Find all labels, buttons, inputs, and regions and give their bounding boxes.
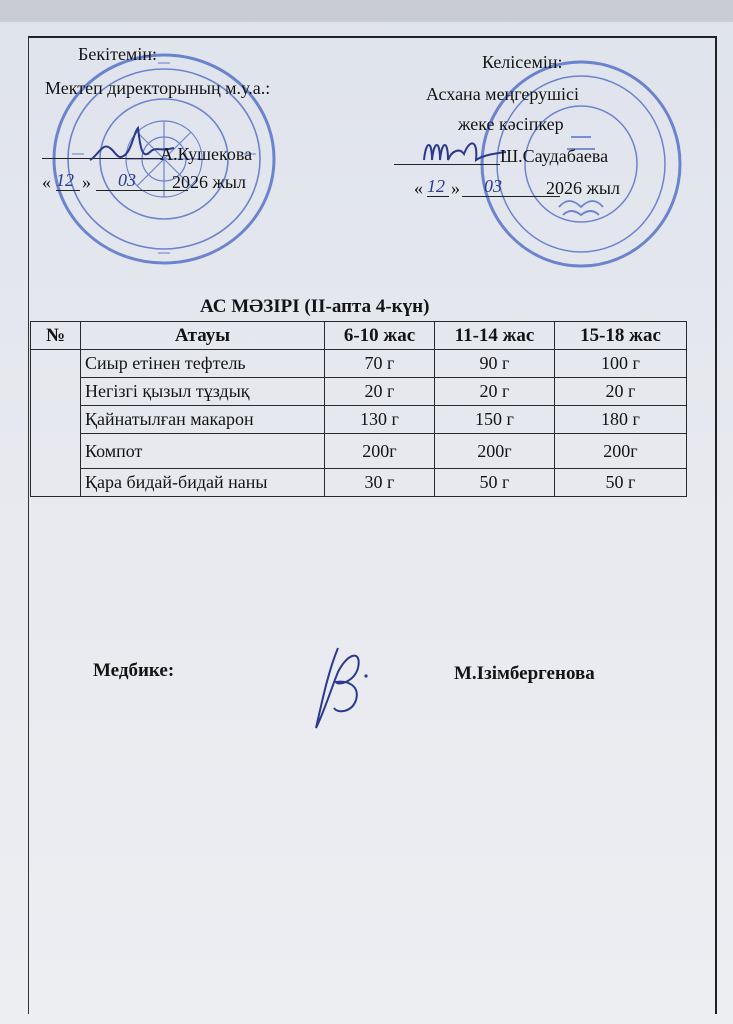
portion-6-10: 30 г bbox=[325, 469, 435, 497]
table-header-row bbox=[31, 322, 687, 350]
portion-6-10: 20 г bbox=[325, 378, 435, 406]
agree-label: Келісемін: bbox=[482, 52, 563, 72]
col-age-11-14: 11-14 жас bbox=[435, 322, 555, 350]
col-number: № bbox=[31, 322, 81, 350]
date-year-right: 2026 жыл bbox=[546, 178, 621, 198]
portion-11-14: 150 г bbox=[435, 406, 555, 434]
dish-name: Негізгі қызыл тұздық bbox=[81, 378, 325, 406]
dish-name: Компот bbox=[81, 434, 325, 469]
date-day-right: 12 bbox=[427, 176, 449, 197]
canteen-position: Асхана меңгерушісі bbox=[426, 84, 579, 104]
portion-11-14: 90 г bbox=[435, 350, 555, 378]
portion-15-18: 200г bbox=[555, 434, 687, 469]
date-day-left: 12 bbox=[56, 170, 80, 191]
date-month-right: 03 bbox=[462, 176, 560, 197]
portion-15-18: 50 г bbox=[555, 469, 687, 497]
paper-edge bbox=[0, 0, 733, 22]
canteen-head-name: Ш.Саудабаева bbox=[500, 146, 609, 166]
director-position: Мектеп директорының м.у.а.: bbox=[45, 78, 271, 98]
col-age-6-10: 6-10 жас bbox=[325, 322, 435, 350]
col-name: Атауы bbox=[81, 322, 325, 350]
dish-name: Қара бидай-бидай наны bbox=[81, 469, 325, 497]
nurse-signature bbox=[308, 642, 378, 734]
row-number-cell bbox=[31, 350, 81, 497]
portion-6-10: 70 г bbox=[325, 350, 435, 378]
approve-label: Бекітемін: bbox=[78, 44, 157, 64]
menu-title: АС МӘЗІРІ (ІІ-апта 4-күн) bbox=[200, 296, 430, 317]
dish-name: Сиыр етінен тефтель bbox=[81, 350, 325, 378]
portion-15-18: 100 г bbox=[555, 350, 687, 378]
portion-11-14: 20 г bbox=[435, 378, 555, 406]
canteen-signature bbox=[420, 130, 510, 176]
date-open-quote-left: « bbox=[42, 172, 51, 192]
table-row bbox=[31, 469, 687, 497]
menu-table bbox=[30, 321, 687, 497]
date-month-left: 03 bbox=[96, 170, 188, 191]
nurse-name: М.Ізімбергенова bbox=[454, 663, 595, 684]
entrepreneur-label: жеке кәсіпкер bbox=[458, 114, 564, 134]
table-row bbox=[31, 434, 687, 469]
nurse-label: Медбике: bbox=[93, 660, 175, 681]
col-age-15-18: 15-18 жас bbox=[555, 322, 687, 350]
portion-15-18: 20 г bbox=[555, 378, 687, 406]
portion-6-10: 200г bbox=[325, 434, 435, 469]
date-close-quote-right: » bbox=[451, 178, 460, 198]
portion-11-14: 200г bbox=[435, 434, 555, 469]
date-open-quote-right: « bbox=[414, 178, 423, 198]
portion-6-10: 130 г bbox=[325, 406, 435, 434]
director-name: А.Кушекова bbox=[160, 144, 253, 164]
date-close-quote-left: » bbox=[82, 172, 91, 192]
table-row bbox=[31, 378, 687, 406]
dish-name: Қайнатылған макарон bbox=[81, 406, 325, 434]
portion-11-14: 50 г bbox=[435, 469, 555, 497]
table-row bbox=[31, 350, 687, 378]
date-year-left: 2026 жыл bbox=[172, 172, 247, 192]
table-row bbox=[31, 406, 687, 434]
portion-15-18: 180 г bbox=[555, 406, 687, 434]
